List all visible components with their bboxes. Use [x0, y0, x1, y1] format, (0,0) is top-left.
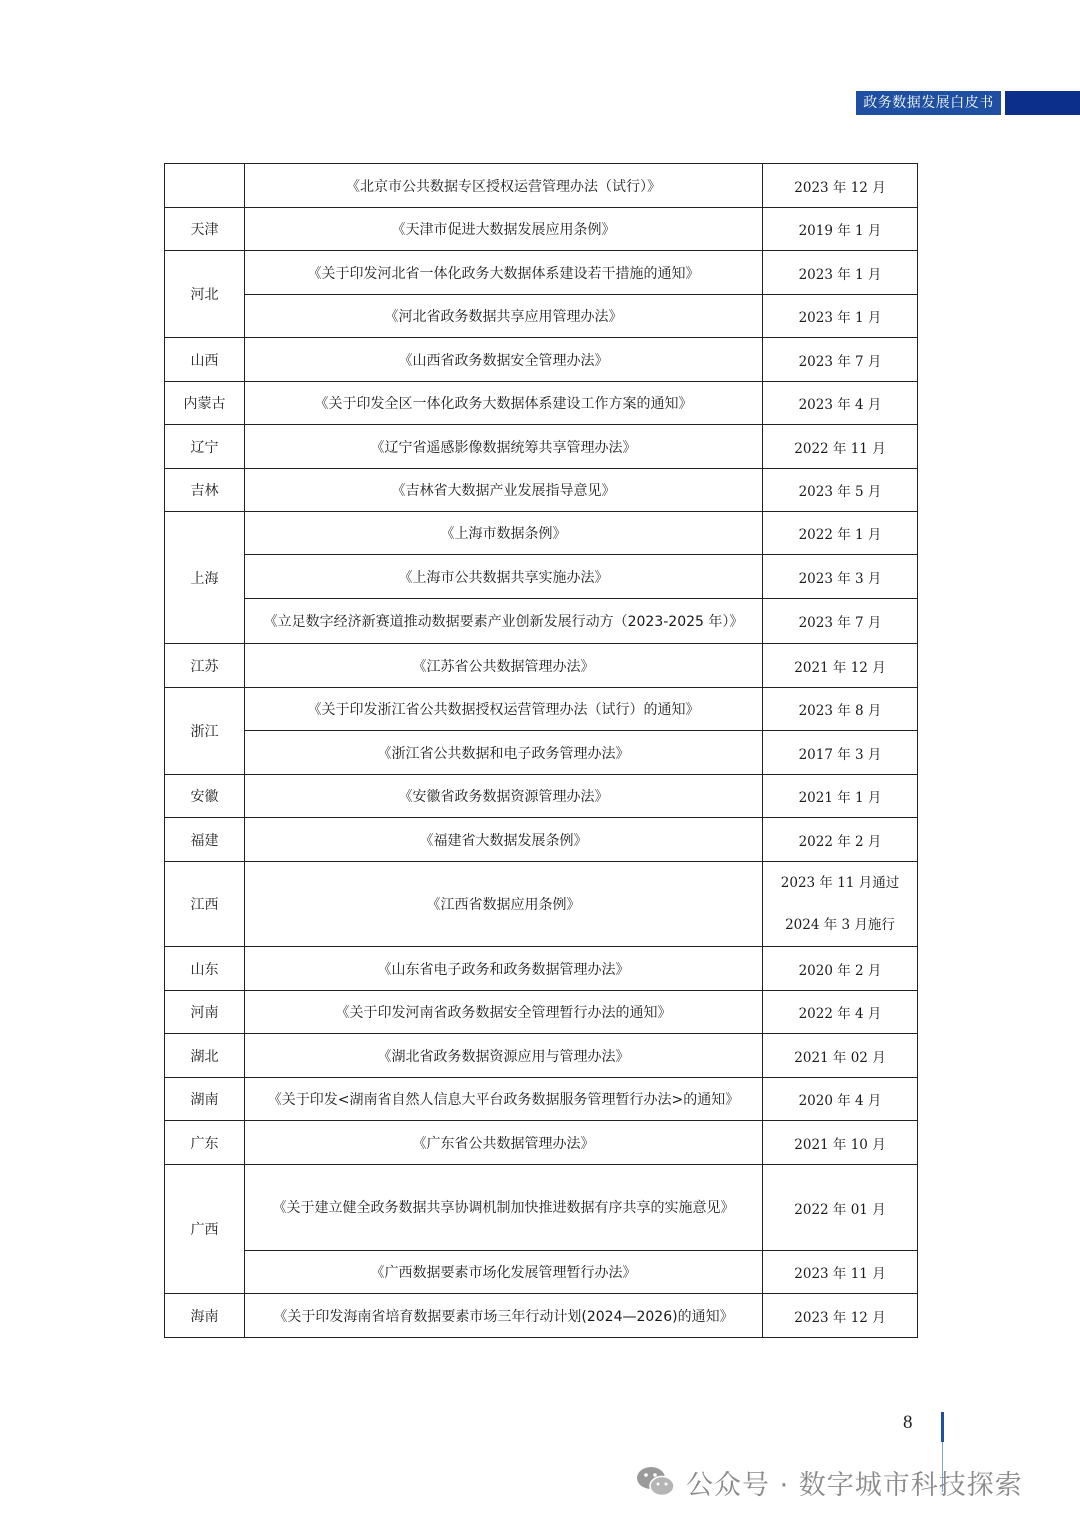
- policy-name: 《关于印发浙江省公共数据授权运营管理办法（试行）的通知》: [245, 688, 763, 731]
- policy-name: 《广西数据要素市场化发展管理暂行办法》: [245, 1251, 763, 1294]
- policy-date: 2023 年 7 月: [763, 599, 918, 644]
- policy-date: 2023 年 12 月: [763, 1294, 918, 1338]
- policy-name: 《关于建立健全政务数据共享协调机制加快推进数据有序共享的实施意见》: [245, 1165, 763, 1251]
- table-row: [165, 947, 918, 991]
- policy-date-effective: 2024 年 3 月施行: [785, 917, 895, 933]
- policy-name: 《山东省电子政务和政务数据管理办法》: [245, 947, 763, 991]
- policy-name: 《关于印发河北省一体化政务大数据体系建设若干措施的通知》: [245, 251, 763, 295]
- region-cell: 天津: [165, 208, 245, 251]
- table-row: [165, 818, 918, 862]
- policy-name: 《上海市数据条例》: [245, 512, 763, 555]
- table-row: [165, 1121, 918, 1165]
- region-cell: 浙江: [165, 688, 245, 775]
- table-row: [165, 208, 918, 251]
- region-cell: 广东: [165, 1121, 245, 1165]
- region-cell: 湖北: [165, 1034, 245, 1078]
- policy-name: 《北京市公共数据专区授权运营管理办法（试行）》: [245, 164, 763, 208]
- policy-name: 《吉林省大数据产业发展指导意见》: [245, 469, 763, 512]
- region-cell: 上海: [165, 512, 245, 644]
- policy-date: 2023 年 4 月: [763, 382, 918, 425]
- policy-name: 《江西省数据应用条例》: [245, 862, 763, 947]
- policy-name: 《关于印发河南省政务数据安全管理暂行办法的通知》: [245, 991, 763, 1034]
- policy-date: 2017 年 3 月: [763, 731, 918, 775]
- policy-table: [164, 163, 918, 1338]
- header-accent-bar: [1005, 91, 1080, 115]
- region-cell: 江苏: [165, 644, 245, 688]
- table-row: [165, 1078, 918, 1121]
- table-row: [165, 991, 918, 1034]
- table-row: [165, 1165, 918, 1251]
- region-cell: [165, 164, 245, 208]
- table-row: [165, 164, 918, 208]
- region-cell: 内蒙古: [165, 382, 245, 425]
- policy-name: 《江苏省公共数据管理办法》: [245, 644, 763, 688]
- page-number: 8: [903, 1412, 913, 1433]
- policy-date-passed: 2023 年 11 月通过: [780, 875, 900, 891]
- policy-date: 2022 年 1 月: [763, 512, 918, 555]
- table-row: [165, 1034, 918, 1078]
- policy-name: 《安徽省政务数据资源管理办法》: [245, 775, 763, 818]
- table-row: [165, 688, 918, 731]
- region-cell: 辽宁: [165, 425, 245, 469]
- policy-date: 2023 年 1 月: [763, 295, 918, 338]
- region-cell: 海南: [165, 1294, 245, 1338]
- table-row: [165, 599, 918, 644]
- policy-date: 2023 年 11 月: [763, 1251, 918, 1294]
- table-row: [165, 425, 918, 469]
- region-cell: 山西: [165, 338, 245, 382]
- policy-date: 2021 年 12 月: [763, 644, 918, 688]
- policy-date: [763, 862, 918, 947]
- wechat-icon: [636, 1465, 676, 1499]
- policy-name: 《湖北省政务数据资源应用与管理办法》: [245, 1034, 763, 1078]
- region-cell: 河南: [165, 991, 245, 1034]
- region-cell: 江西: [165, 862, 245, 947]
- table-row: [165, 338, 918, 382]
- policy-date: 2023 年 7 月: [763, 338, 918, 382]
- table-row: [165, 295, 918, 338]
- policy-name: 《关于印发<湖南省自然人信息大平台政务数据服务管理暂行办法>的通知》: [245, 1078, 763, 1121]
- header-title: 政务数据发展白皮书: [856, 91, 1001, 115]
- policy-date: 2023 年 1 月: [763, 251, 918, 295]
- policy-name: 《广东省公共数据管理办法》: [245, 1121, 763, 1165]
- region-cell: 河北: [165, 251, 245, 338]
- policy-name: 《关于印发全区一体化政务大数据体系建设工作方案的通知》: [245, 382, 763, 425]
- policy-date: 2021 年 02 月: [763, 1034, 918, 1078]
- page-number-divider: [941, 1412, 944, 1442]
- policy-date: 2019 年 1 月: [763, 208, 918, 251]
- policy-date: 2022 年 01 月: [763, 1165, 918, 1251]
- policy-date: 2021 年 10 月: [763, 1121, 918, 1165]
- region-cell: 山东: [165, 947, 245, 991]
- table-row: [165, 512, 918, 555]
- table-row: [165, 251, 918, 295]
- policy-date: 2021 年 1 月: [763, 775, 918, 818]
- table-row: [165, 469, 918, 512]
- policy-name: 《辽宁省遥感影像数据统筹共享管理办法》: [245, 425, 763, 469]
- policy-date: 2023 年 3 月: [763, 555, 918, 599]
- table-row: [165, 731, 918, 775]
- policy-name: 《上海市公共数据共享实施办法》: [245, 555, 763, 599]
- policy-date: 2023 年 8 月: [763, 688, 918, 731]
- table-row: [165, 644, 918, 688]
- policy-date: 2020 年 4 月: [763, 1078, 918, 1121]
- table-row: [165, 862, 918, 947]
- policy-name: 《关于印发海南省培育数据要素市场三年行动计划(2024—2026)的通知》: [245, 1294, 763, 1338]
- table-row: [165, 555, 918, 599]
- table-row: [165, 775, 918, 818]
- region-cell: 广西: [165, 1165, 245, 1294]
- watermark: [636, 1462, 1023, 1502]
- region-cell: 安徽: [165, 775, 245, 818]
- policy-date: 2022 年 2 月: [763, 818, 918, 862]
- watermark-text: 公众号 · 数字城市科技探索: [686, 1469, 1023, 1501]
- region-cell: 福建: [165, 818, 245, 862]
- policy-date: 2022 年 4 月: [763, 991, 918, 1034]
- policy-name: 《浙江省公共数据和电子政务管理办法》: [245, 731, 763, 775]
- policy-name: 《河北省政务数据共享应用管理办法》: [245, 295, 763, 338]
- policy-date: 2022 年 11 月: [763, 425, 918, 469]
- region-cell: 湖南: [165, 1078, 245, 1121]
- table-row: [165, 382, 918, 425]
- policy-date: 2023 年 12 月: [763, 164, 918, 208]
- policy-name: 《山西省政务数据安全管理办法》: [245, 338, 763, 382]
- policy-name: 《福建省大数据发展条例》: [245, 818, 763, 862]
- policy-name: 《立足数字经济新赛道推动数据要素产业创新发展行动方（2023-2025 年）》: [245, 599, 763, 644]
- table-row: [165, 1251, 918, 1294]
- policy-date: 2020 年 2 月: [763, 947, 918, 991]
- table-row: [165, 1294, 918, 1338]
- policy-name: 《天津市促进大数据发展应用条例》: [245, 208, 763, 251]
- policy-date: 2023 年 5 月: [763, 469, 918, 512]
- region-cell: 吉林: [165, 469, 245, 512]
